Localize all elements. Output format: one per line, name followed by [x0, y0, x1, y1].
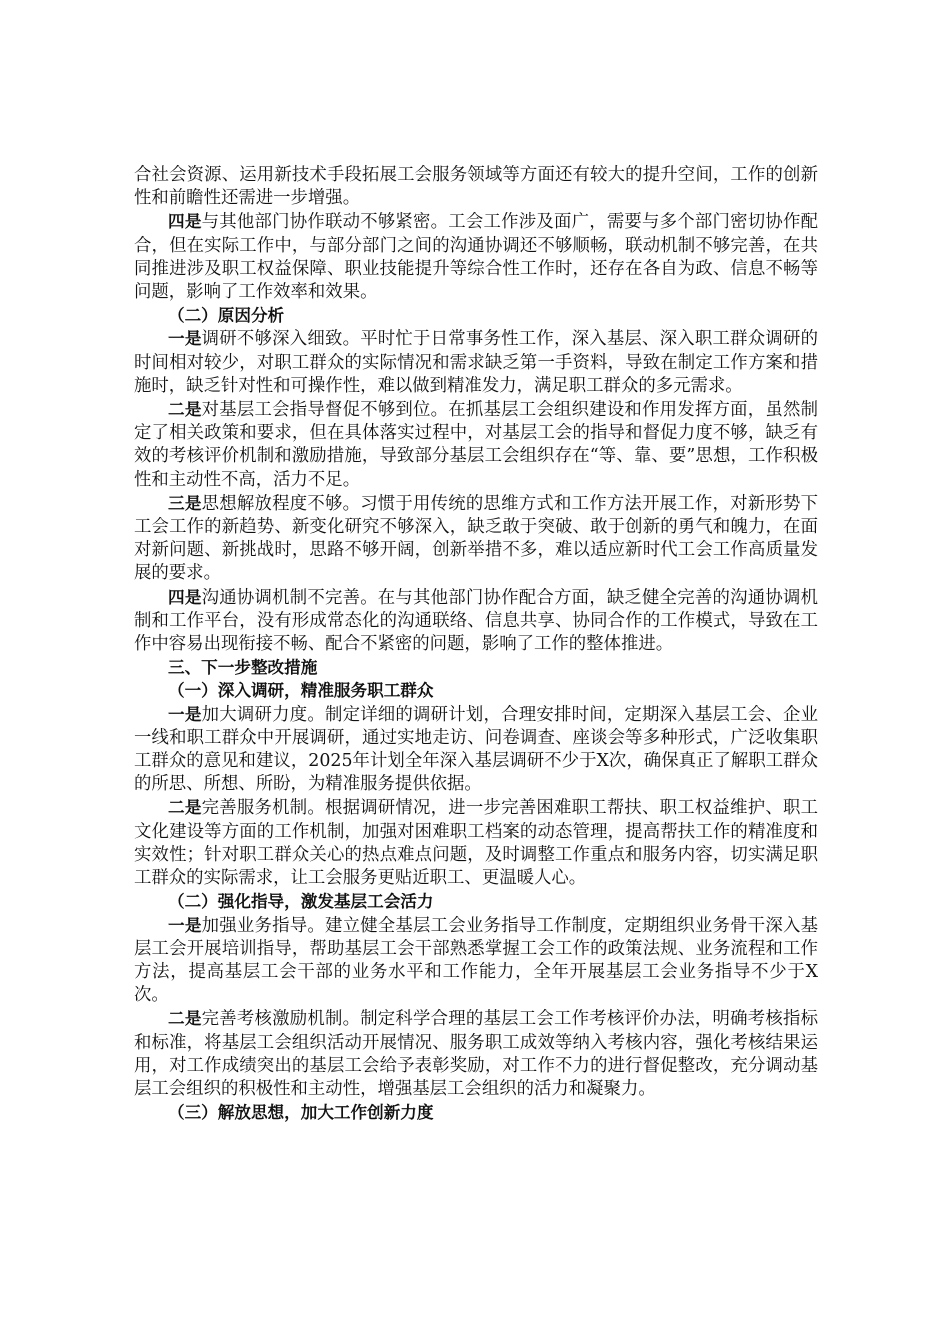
paragraph-0: 合社会资源、运用新技术手段拓展工会服务领域等方面还有较大的提升空间，工作的创新性和前瞻性还需进一步增强。	[134, 165, 818, 209]
section-heading-cause-analysis: （二）原因分析	[168, 306, 285, 326]
paragraph-lead: 一是	[168, 329, 202, 349]
paragraph-lead: 二是	[168, 400, 202, 420]
paragraph-1: 四是与其他部门协作联动不够紧密。工会工作涉及面广，需要与多个部门密切协作配合，但在实际工作中，与部分部门之间的沟通协调还不够顺畅，联动机制不够完善，在共同推进涉及职工权益保障、职业技能提升等综合性工作时，还存在各自为政、信息不畅等问题，影响了工作效率和效果。	[134, 212, 818, 303]
paragraph-9: 一是加大调研力度。制定详细的调研计划，合理安排时间，定期深入基层工会、企业一线和职工群众中开展调研，通过实地走访、问卷调查、座谈会等多种形式，广泛收集职工群众的意见和建议，2025年计划全年深入基层调研不少于X次，确保真正了解职工群众的所思、所想、所盼，为精准服务提供依据。	[134, 704, 818, 795]
paragraph-4: 二是对基层工会指导督促不够到位。在抓基层工会组织建设和作用发挥方面，虽然制定了相关政策和要求，但在具体落实过程中，对基层工会的指导和督促力度不够，缺乏有效的考核评价机制和激励措施，导致部分基层工会组织存在“等、靠、要”思想，工作积极性和主动性不高，活力不足。	[134, 400, 818, 490]
paragraph-lead: 二是	[168, 1009, 202, 1029]
paragraph-lead: 一是	[168, 915, 202, 935]
section-heading-next-steps: 三、下一步整改措施	[168, 658, 318, 678]
paragraph-lead: 三是	[168, 493, 202, 513]
paragraph-lead: 一是	[168, 704, 202, 724]
paragraph-5: 三是思想解放程度不够。习惯于用传统的思维方式和工作方法开展工作，对新形势下工会工作的新趋势、新变化研究不够深入，缺乏敢于突破、敢于创新的勇气和魄力，在面对新问题、新挑战时，思路不够开阔，创新举措不多，难以适应新时代工会工作高质量发展的要求。	[134, 493, 818, 584]
paragraph-10: 二是完善服务机制。根据调研情况，进一步完善困难职工帮扶、职工权益维护、职工文化建设等方面的工作机制，加强对困难职工档案的动态管理，提高帮扶工作的精准度和实效性；针对职工群众关心的热点难点问题，及时调整工作重点和服务内容，切实满足职工群众的实际需求，让工会服务更贴近职工、更温暖人心。	[134, 798, 818, 889]
paragraph-lead: 二是	[168, 798, 202, 818]
section-heading-research: （一）深入调研，精准服务职工群众	[168, 681, 434, 701]
paragraph-12: 一是加强业务指导。建立健全基层工会业务指导工作制度，定期组织业务骨干深入基层工会开展培训指导，帮助基层工会干部熟悉掌握工会工作的政策法规、业务流程和工作方法，提高基层工会干部的业务水平和工作能力，全年开展基层工会业务指导不少于X次。	[134, 915, 818, 1006]
paragraph-lead: 四是	[168, 212, 202, 232]
document-page	[134, 164, 818, 1124]
section-heading-innovation: （三）解放思想，加大工作创新力度	[168, 1103, 434, 1123]
paragraph-6: 四是沟通协调机制不完善。在与其他部门协作配合方面，缺乏健全完善的沟通协调机制和工作平台，没有形成常态化的沟通联络、信息共享、协同合作的工作模式，导致在工作中容易出现衔接不畅、配合不紧密的问题，影响了工作的整体推进。	[134, 587, 818, 655]
paragraph-13: 二是完善考核激励机制。制定科学合理的基层工会工作考核评价办法，明确考核指标和标准，将基层工会组织活动开展情况、服务职工成效等纳入考核内容，强化考核结果运用，对工作成绩突出的基层工会给予表彰奖励，对工作不力的进行督促整改，充分调动基层工会组织的积极性和主动性，增强基层工会组织的活力和凝聚力。	[134, 1009, 818, 1099]
section-heading-guidance: （二）强化指导，激发基层工会活力	[168, 892, 434, 912]
paragraph-lead: 四是	[168, 587, 202, 607]
paragraph-3: 一是调研不够深入细致。平时忙于日常事务性工作，深入基层、深入职工群众调研的时间相对较少，对职工群众的实际情况和需求缺乏第一手资料，导致在制定工作方案和措施时，缺乏针对性和可操作性，难以做到精准发力，满足职工群众的多元需求。	[134, 329, 818, 396]
